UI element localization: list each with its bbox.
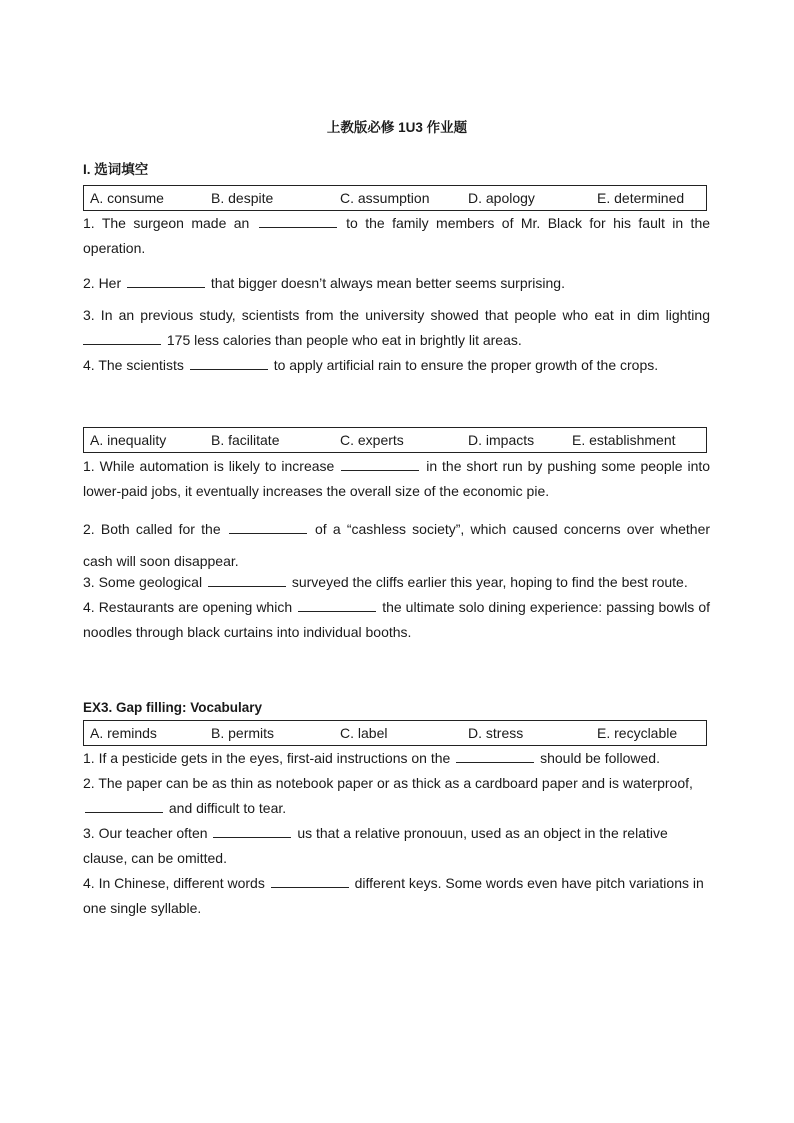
question-3-3: 3. Our teacher often us that a relative pronouun, used as an object in the relative clause, can be omitted. bbox=[83, 825, 668, 866]
answer-blank[interactable] bbox=[83, 330, 161, 345]
question-3-1: 1. If a pesticide gets in the eyes, first-aid instructions on the should be followed. bbox=[83, 750, 660, 766]
answer-blank[interactable] bbox=[259, 213, 337, 228]
section-heading-3: EX3. Gap filling: Vocabulary bbox=[83, 700, 263, 715]
answer-blank[interactable] bbox=[298, 597, 376, 612]
answer-blank[interactable] bbox=[456, 748, 534, 763]
answer-blank[interactable] bbox=[341, 456, 419, 471]
question-1-1: 1. The surgeon made an to the family members of Mr. Black for his fault in the operation. bbox=[83, 215, 711, 256]
answer-blank[interactable] bbox=[127, 273, 205, 288]
word-box-3 bbox=[83, 720, 707, 746]
word-option: D. impacts bbox=[468, 432, 535, 448]
word-option: D. apology bbox=[468, 190, 535, 206]
word-box-1 bbox=[83, 185, 707, 211]
word-option: C. assumption bbox=[340, 190, 430, 206]
word-option: B. permits bbox=[211, 725, 275, 741]
answer-blank[interactable] bbox=[229, 519, 307, 534]
word-option: A. inequality bbox=[90, 432, 167, 448]
question-2-4: 4. Restaurants are opening which the ultimate solo dining experience: passing bowls of noodles through black curtains into individual booths. bbox=[83, 599, 710, 640]
question-2-2: 2. Both called for the of a “cashless society”, which caused concerns over whether cash will soon disappear. bbox=[83, 521, 711, 569]
answer-blank[interactable] bbox=[190, 355, 268, 370]
word-option: A. reminds bbox=[90, 725, 157, 741]
question-2-3: 3. Some geological surveyed the cliffs earlier this year, hoping to find the best route. bbox=[83, 574, 688, 590]
word-option: E. recyclable bbox=[597, 725, 678, 741]
word-option: E. establishment bbox=[572, 432, 676, 448]
word-box-2 bbox=[83, 427, 707, 453]
word-option: B. despite bbox=[211, 190, 274, 206]
word-option: E. determined bbox=[597, 190, 685, 206]
question-1-2: 2. Her that bigger doesn’t always mean better seems surprising. bbox=[83, 275, 565, 291]
answer-blank[interactable] bbox=[213, 823, 291, 838]
word-option: A. consume bbox=[90, 190, 164, 206]
question-3-4: 4. In Chinese, different words different keys. Some words even have pitch variations in one single syllable. bbox=[83, 875, 704, 916]
answer-blank[interactable] bbox=[85, 798, 163, 813]
word-option: D. stress bbox=[468, 725, 524, 741]
page-title: 上教版必修 1U3 作业题 bbox=[326, 120, 468, 135]
question-1-3: 3. In an previous study, scientists from the university showed that people who eat in dim lighting 175 less calories than people who eat in brightly lit areas. bbox=[83, 307, 710, 348]
question-2-1: 1. While automation is likely to increase in the short run by pushing some people into lower-paid jobs, it eventually increases the overall size of the economic pie. bbox=[83, 458, 711, 499]
question-1-4: 4. The scientists to apply artificial rain to ensure the proper growth of the crops. bbox=[83, 357, 659, 373]
answer-blank[interactable] bbox=[208, 572, 286, 587]
word-option: C. experts bbox=[340, 432, 404, 448]
word-option: B. facilitate bbox=[211, 432, 280, 448]
word-option: C. label bbox=[340, 725, 388, 741]
question-3-2: 2. The paper can be as thin as notebook paper or as thick as a cardboard paper and is waterproof, and difficult to tear. bbox=[83, 775, 693, 816]
answer-blank[interactable] bbox=[271, 873, 349, 888]
section-heading-1: I. 选词填空 bbox=[83, 162, 149, 177]
